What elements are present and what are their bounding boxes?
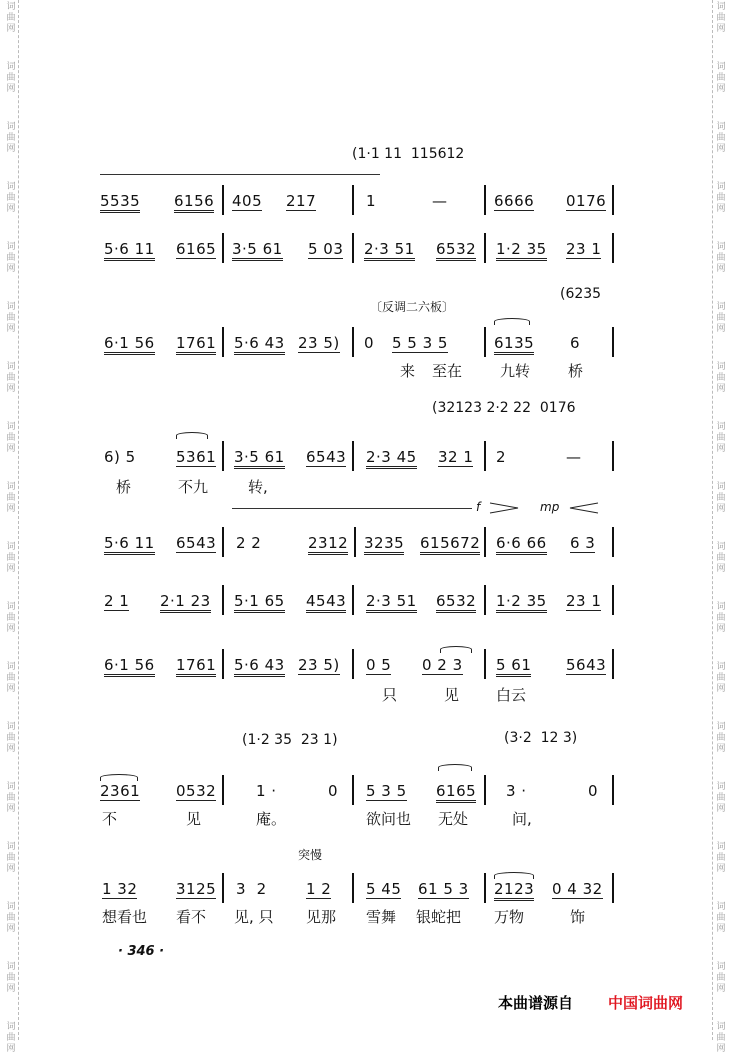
- footer-source-label: 本曲谱源自: [498, 994, 574, 1012]
- bar-line: [612, 775, 614, 805]
- lyric: 白云: [496, 686, 527, 704]
- bar-line: [612, 185, 614, 215]
- note-group: 6543: [306, 448, 347, 466]
- watermark-text: 词 曲 网: [6, 722, 16, 754]
- right-margin-strip: [712, 0, 727, 1040]
- note-group: 6·1 56: [104, 334, 155, 355]
- watermark-text: 词 曲 网: [6, 422, 16, 454]
- note-group: 2361: [100, 782, 141, 800]
- watermark-text: 词 曲 网: [6, 302, 16, 334]
- note-group: 1·2 35: [496, 592, 547, 613]
- bar-line: [352, 873, 354, 903]
- bar-line: [612, 585, 614, 615]
- note-group: 0 4 32: [552, 880, 603, 898]
- watermark-text: 词 曲 网: [6, 1022, 16, 1054]
- note-group: 32 1: [438, 448, 474, 466]
- note-group: 405: [232, 192, 263, 210]
- tempo-tag: 突慢: [298, 848, 323, 862]
- watermark-text: 词 曲 网: [6, 182, 16, 214]
- note-group: 0: [364, 334, 375, 352]
- note-group: 23 5): [298, 656, 340, 674]
- note-group: 1761: [176, 334, 216, 355]
- note-group: 61 5 3: [418, 880, 469, 898]
- watermark-text: 词 曲 网: [6, 62, 16, 94]
- watermark-text: 词 曲 网: [6, 662, 16, 694]
- watermark-text: 词 曲 网: [716, 782, 726, 814]
- page-number: · 346 ·: [118, 944, 165, 959]
- note-group: 0 5: [366, 656, 392, 674]
- note-group: 5 03: [308, 240, 344, 258]
- note-group: 3 ·: [506, 782, 527, 800]
- note-group: 5·6 43: [234, 656, 285, 677]
- note-group: 5·6 43: [234, 334, 285, 355]
- note-group: 2 2: [236, 534, 262, 552]
- note-group: 0176: [566, 192, 607, 210]
- note-group: 3235: [364, 534, 404, 555]
- lyric: 万物: [494, 908, 525, 926]
- note-group: 6532: [436, 240, 476, 261]
- watermark-text: 词 曲 网: [6, 242, 16, 274]
- watermark-text: 词 曲 网: [6, 362, 16, 394]
- bar-line: [484, 527, 486, 557]
- lyric: 来: [400, 362, 416, 380]
- lyric: 问,: [512, 810, 532, 828]
- note-group: 6165: [176, 240, 217, 258]
- note-group: 5 3 5: [366, 782, 407, 800]
- note-group: 217: [286, 192, 317, 210]
- bar-line: [222, 775, 224, 805]
- note-group: 1·2 35: [496, 240, 547, 261]
- intro-phrase-2: (6235: [560, 286, 602, 302]
- bar-line: [612, 527, 614, 557]
- dynamic-line: [232, 508, 472, 509]
- bar-line: [612, 649, 614, 679]
- note-group: 3·5 61: [232, 240, 283, 261]
- note-group: 6 3: [570, 534, 596, 552]
- lyric: 想看也: [102, 908, 148, 926]
- bar-line: [222, 327, 224, 357]
- bar-line: [484, 185, 486, 215]
- slur-mark: [494, 872, 534, 879]
- watermark-text: 词 曲 网: [716, 182, 726, 214]
- lyric: 欲问也: [366, 810, 412, 828]
- lyric: 不九: [178, 478, 209, 496]
- watermark-text: 词 曲 网: [716, 2, 726, 34]
- lyric: 庵。: [256, 810, 287, 828]
- note-group: 6666: [494, 192, 535, 210]
- note-group: 1761: [176, 656, 216, 677]
- watermark-text: 词 曲 网: [716, 962, 726, 994]
- note-group: 1 2: [306, 880, 332, 898]
- note-group: 6543: [176, 534, 217, 552]
- note-group: 2·3 51: [364, 240, 415, 261]
- note-group: 5 45: [366, 880, 402, 898]
- bar-line: [484, 441, 486, 471]
- bar-line: [222, 585, 224, 615]
- dynamic-mezzo-piano: mp: [540, 500, 560, 514]
- bar-line: [352, 327, 354, 357]
- note-group: 2·1 23: [160, 592, 211, 613]
- note-group: 6165: [436, 782, 476, 803]
- note-group: —: [432, 192, 448, 210]
- watermark-text: 词 曲 网: [716, 842, 726, 874]
- note-group: 6·6 66: [496, 534, 547, 555]
- watermark-text: 词 曲 网: [6, 122, 16, 154]
- watermark-text: 词 曲 网: [716, 542, 726, 574]
- note-group: 2·3 51: [366, 592, 417, 613]
- note-group: 615672: [420, 534, 480, 555]
- watermark-text: 词 曲 网: [716, 242, 726, 274]
- note-group: 1 32: [102, 880, 138, 898]
- note-group: 5 5 3 5: [392, 334, 448, 352]
- watermark-text: 词 曲 网: [6, 602, 16, 634]
- note-group: 5535: [100, 192, 140, 213]
- watermark-text: 词 曲 网: [6, 902, 16, 934]
- note-group: 3125: [176, 880, 217, 898]
- note-group: 1: [366, 192, 377, 210]
- watermark-text: 词 曲 网: [716, 1022, 726, 1054]
- lyric: 桥: [116, 478, 132, 496]
- note-group: 5·6 11: [104, 534, 155, 555]
- phrase-line: [100, 174, 380, 175]
- bar-line: [612, 441, 614, 471]
- slur-mark: [176, 432, 208, 439]
- bar-line: [484, 327, 486, 357]
- bar-line: [484, 233, 486, 263]
- watermark-text: 词 曲 网: [716, 362, 726, 394]
- lyric: 见那: [306, 908, 337, 926]
- bar-line: [612, 233, 614, 263]
- intro-phrase-4: (1·2 35 23 1): [242, 732, 338, 748]
- lyric: 看不: [176, 908, 207, 926]
- bar-line: [352, 649, 354, 679]
- note-group: 0 2 3: [422, 656, 463, 674]
- watermark-text: 词 曲 网: [716, 662, 726, 694]
- note-group: 5 61: [496, 656, 531, 677]
- slur-mark: [438, 764, 472, 771]
- lyric: 银蛇把: [416, 908, 462, 926]
- lyric: 见: [444, 686, 460, 704]
- lyric: 见: [186, 810, 202, 828]
- watermark-text: 词 曲 网: [6, 962, 16, 994]
- note-group: 2 1: [104, 592, 130, 610]
- note-group: 23 5): [298, 334, 340, 352]
- bar-line: [222, 233, 224, 263]
- note-group: 0532: [176, 782, 217, 800]
- watermark-text: 词 曲 网: [716, 902, 726, 934]
- bar-line: [222, 527, 224, 557]
- watermark-text: 词 曲 网: [6, 2, 16, 34]
- note-group: 1 ·: [256, 782, 277, 800]
- bar-line: [352, 233, 354, 263]
- intro-phrase-5: (3·2 12 3): [504, 730, 578, 746]
- bar-line: [222, 649, 224, 679]
- bar-line: [484, 775, 486, 805]
- bar-line: [354, 527, 356, 557]
- bar-line: [484, 649, 486, 679]
- watermark-text: 词 曲 网: [716, 302, 726, 334]
- note-group: 3·5 61: [234, 448, 285, 469]
- slur-mark: [494, 318, 530, 325]
- note-group: 23 1: [566, 592, 602, 610]
- watermark-text: 词 曲 网: [716, 62, 726, 94]
- note-group: 5361: [176, 448, 217, 466]
- note-group: 23 1: [566, 240, 602, 258]
- note-group: 6) 5: [104, 448, 136, 466]
- watermark-text: 词 曲 网: [716, 482, 726, 514]
- note-group: 5·6 11: [104, 240, 155, 261]
- note-group: 6156: [174, 192, 214, 213]
- intro-phrase-3: (32123 2·2 22 0176: [432, 400, 576, 416]
- slur-mark: [100, 774, 138, 781]
- note-group: 6·1 56: [104, 656, 155, 677]
- lyric: 转,: [248, 478, 268, 496]
- note-group: 2: [496, 448, 507, 466]
- intro-phrase-1: (1·1 11 115612: [352, 146, 465, 162]
- bar-line: [484, 873, 486, 903]
- lyric: 桥: [568, 362, 584, 380]
- footer-site-name[interactable]: 中国词曲网: [608, 994, 684, 1012]
- lyric: 只: [382, 686, 398, 704]
- note-group: —: [566, 448, 582, 466]
- bar-line: [222, 185, 224, 215]
- note-group: 2312: [308, 534, 348, 555]
- lyric: 见, 只: [234, 908, 274, 926]
- bar-line: [222, 441, 224, 471]
- lyric: 雪舞: [366, 908, 397, 926]
- lyric: 不: [102, 810, 118, 828]
- section-tag: 〔反调二六板〕: [370, 300, 455, 314]
- note-group: 0: [328, 782, 339, 800]
- bar-line: [222, 873, 224, 903]
- watermark-text: 词 曲 网: [716, 422, 726, 454]
- note-group: 5·1 65: [234, 592, 285, 613]
- watermark-text: 词 曲 网: [6, 782, 16, 814]
- lyric: 饰: [570, 908, 586, 926]
- lyric: 至在: [432, 362, 463, 380]
- note-group: 6135: [494, 334, 534, 355]
- lyric: 九转: [500, 362, 531, 380]
- slur-mark: [440, 646, 472, 653]
- note-group: 0: [588, 782, 599, 800]
- watermark-text: 词 曲 网: [6, 482, 16, 514]
- note-group: 5643: [566, 656, 607, 674]
- note-group: 3 2: [236, 880, 267, 898]
- bar-line: [352, 585, 354, 615]
- bar-line: [352, 775, 354, 805]
- watermark-text: 词 曲 网: [6, 542, 16, 574]
- dynamic-forte: f: [476, 500, 481, 514]
- watermark-text: 词 曲 网: [716, 722, 726, 754]
- left-margin-strip: [4, 0, 19, 1040]
- note-group: 2·3 45: [366, 448, 417, 469]
- bar-line: [352, 185, 354, 215]
- watermark-text: 词 曲 网: [716, 122, 726, 154]
- bar-line: [352, 441, 354, 471]
- watermark-text: 词 曲 网: [716, 602, 726, 634]
- bar-line: [612, 327, 614, 357]
- bar-line: [612, 873, 614, 903]
- lyric: 无处: [438, 810, 469, 828]
- bar-line: [484, 585, 486, 615]
- note-group: 6: [570, 334, 581, 352]
- note-group: 2123: [494, 880, 534, 901]
- note-group: 6532: [436, 592, 476, 613]
- note-group: 4543: [306, 592, 346, 613]
- watermark-text: 词 曲 网: [6, 842, 16, 874]
